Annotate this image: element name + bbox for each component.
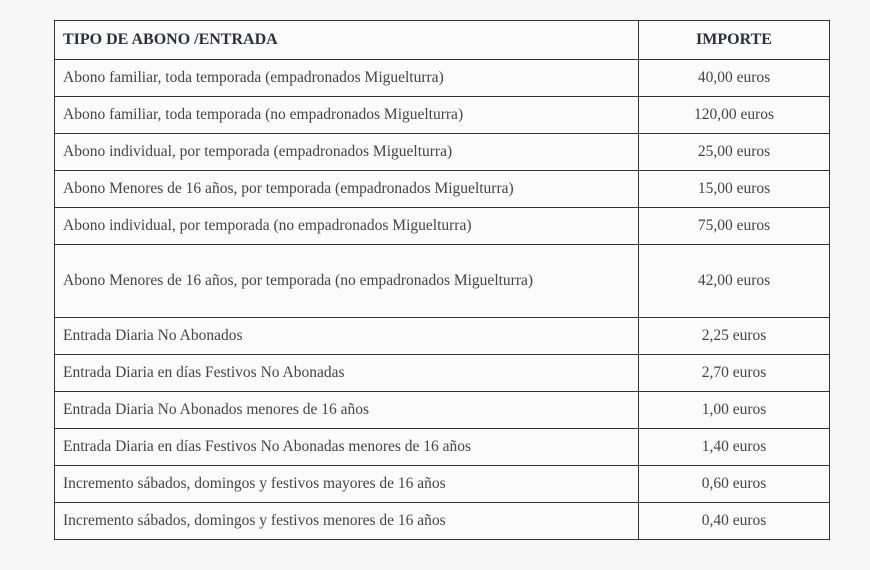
cell-tipo: Entrada Diaria No Abonados bbox=[55, 318, 639, 355]
cell-tipo: Abono familiar, toda temporada (empadronados Miguelturra) bbox=[55, 60, 639, 97]
table-row bbox=[55, 97, 830, 134]
cell-importe: 2,70 euros bbox=[639, 355, 830, 392]
table-row bbox=[55, 466, 830, 503]
cell-tipo: Abono familiar, toda temporada (no empadronados Miguelturra) bbox=[55, 97, 639, 134]
table-row bbox=[55, 392, 830, 429]
cell-tipo: Abono Menores de 16 años, por temporada (no empadronados Miguelturra) bbox=[55, 245, 639, 318]
cell-importe: 2,25 euros bbox=[639, 318, 830, 355]
cell-importe: 1,40 euros bbox=[639, 429, 830, 466]
cell-importe: 15,00 euros bbox=[639, 171, 830, 208]
table-row bbox=[55, 429, 830, 466]
table-row bbox=[55, 503, 830, 540]
table-row bbox=[55, 134, 830, 171]
cell-tipo: Abono Menores de 16 años, por temporada (empadronados Miguelturra) bbox=[55, 171, 639, 208]
cell-tipo: Entrada Diaria en días Festivos No Abonadas menores de 16 años bbox=[55, 429, 639, 466]
cell-tipo: Incremento sábados, domingos y festivos mayores de 16 años bbox=[55, 466, 639, 503]
cell-importe: 120,00 euros bbox=[639, 97, 830, 134]
table-row bbox=[55, 318, 830, 355]
cell-importe: 1,00 euros bbox=[639, 392, 830, 429]
cell-importe: 42,00 euros bbox=[639, 245, 830, 318]
cell-tipo: Abono individual, por temporada (empadronados Miguelturra) bbox=[55, 134, 639, 171]
table-row bbox=[55, 245, 830, 318]
cell-importe: 0,40 euros bbox=[639, 503, 830, 540]
header-importe: IMPORTE bbox=[639, 21, 830, 60]
table-row bbox=[55, 208, 830, 245]
price-table bbox=[54, 20, 830, 540]
cell-tipo: Abono individual, por temporada (no empadronados Miguelturra) bbox=[55, 208, 639, 245]
table-row bbox=[55, 355, 830, 392]
header-tipo: TIPO DE ABONO /ENTRADA bbox=[55, 21, 639, 60]
cell-tipo: Incremento sábados, domingos y festivos menores de 16 años bbox=[55, 503, 639, 540]
table-row bbox=[55, 60, 830, 97]
cell-importe: 75,00 euros bbox=[639, 208, 830, 245]
cell-importe: 40,00 euros bbox=[639, 60, 830, 97]
table-row bbox=[55, 171, 830, 208]
cell-tipo: Entrada Diaria No Abonados menores de 16 años bbox=[55, 392, 639, 429]
cell-importe: 0,60 euros bbox=[639, 466, 830, 503]
cell-tipo: Entrada Diaria en días Festivos No Abonadas bbox=[55, 355, 639, 392]
cell-importe: 25,00 euros bbox=[639, 134, 830, 171]
table-header-row bbox=[55, 21, 830, 60]
